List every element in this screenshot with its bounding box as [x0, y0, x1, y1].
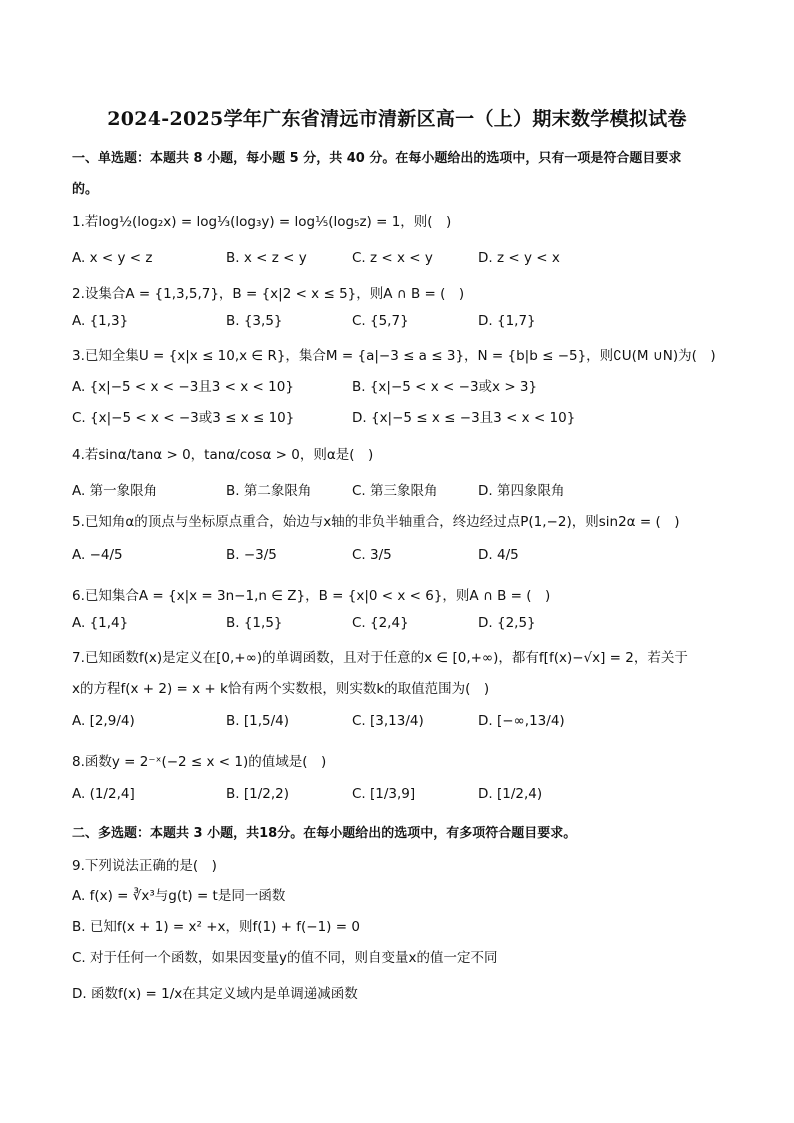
question-6-stem: 6.已知集合A = {x|x = 3n−1,n ∈ Z}，B = {x|0 < x < 6}，则A ∩ B = ( ) — [72, 588, 551, 604]
question-4-option-b: B. 第二象限角 — [226, 483, 312, 499]
question-7-option-c: C. [3,13/4) — [352, 713, 424, 729]
question-2-stem: 2.设集合A = {1,3,5,7}，B = {x|2 < x ≤ 5}，则A ∩ B = ( ) — [72, 286, 465, 302]
question-8-option-d: D. [1/2,4) — [478, 786, 543, 802]
question-1-option-b: B. x < z < y — [226, 250, 307, 266]
section-1-heading: 一、单选题：本题共 8 小题，每小题 5 分，共 40 分。在每小题给出的选项中，只有一项是符合题目要求 — [72, 151, 682, 166]
question-7-option-d: D. [−∞,13/4) — [478, 713, 565, 729]
question-3-option-c: C. {x|−5 < x < −3或3 ≤ x ≤ 10} — [72, 410, 295, 426]
question-9-option-b: B. 已知f(x + 1) = x² +x，则f(1) + f(−1) = 0 — [72, 919, 360, 935]
question-1-option-a: A. x < y < z — [72, 250, 153, 266]
question-4-stem: 4.若sinα/tanα > 0，tanα/cosα > 0，则α是( ) — [72, 447, 374, 463]
question-7-option-b: B. [1,5/4) — [226, 713, 289, 729]
question-5-option-a: A. −4/5 — [72, 547, 123, 563]
question-9-option-c: C. 对于任何一个函数，如果因变量y的值不同，则自变量x的值一定不同 — [72, 950, 498, 966]
question-2-option-d: D. {1,7} — [478, 313, 536, 329]
question-2-option-c: C. {5,7} — [352, 313, 409, 329]
question-3-option-d: D. {x|−5 ≤ x ≤ −3且3 < x < 10} — [352, 410, 576, 426]
question-7-stem-cont: x的方程f(x + 2) = x + k恰有两个实数根，则实数k的取值范围为( ) — [72, 681, 490, 697]
question-8-option-c: C. [1/3,9] — [352, 786, 416, 802]
question-9-option-a: A. f(x) = ∛x³与g(t) = t是同一函数 — [72, 888, 286, 904]
page-title: 2024-2025学年广东省清远市清新区高一（上）期末数学模拟试卷 — [107, 108, 687, 130]
question-3-stem: 3.已知全集U = {x|x ≤ 10,x ∈ R}，集合M = {a|−3 ≤ a ≤ 3}，N = {b|b ≤ −5}，则∁U(M ∪N)为( ) — [72, 348, 716, 364]
question-6-option-c: C. {2,4} — [352, 615, 409, 631]
question-2-option-a: A. {1,3} — [72, 313, 129, 329]
question-9-stem: 9.下列说法正确的是( ) — [72, 858, 217, 874]
question-5-option-b: B. −3/5 — [226, 547, 277, 563]
question-5-option-c: C. 3/5 — [352, 547, 392, 563]
question-6-option-a: A. {1,4} — [72, 615, 129, 631]
question-3-option-a: A. {x|−5 < x < −3且3 < x < 10} — [72, 379, 294, 395]
question-1-stem: 1.若log½(log₂x) = log⅓(log₃y) = log⅕(log₅z) = 1，则( ) — [72, 214, 452, 230]
question-3-option-b: B. {x|−5 < x < −3或x > 3} — [352, 379, 538, 395]
question-8-stem: 8.函数y = 2⁻ˣ(−2 ≤ x < 1)的值域是( ) — [72, 754, 327, 770]
question-8-option-b: B. [1/2,2) — [226, 786, 289, 802]
question-6-option-b: B. {1,5} — [226, 615, 283, 631]
question-1-option-c: C. z < x < y — [352, 250, 433, 266]
question-4-option-d: D. 第四象限角 — [478, 483, 565, 499]
question-6-option-d: D. {2,5} — [478, 615, 536, 631]
question-5-stem: 5.已知角α的顶点与坐标原点重合，始边与x轴的非负半轴重合，终边经过点P(1,−2)，则sin2α = ( ) — [72, 514, 680, 530]
section-2-heading: 二、多选题：本题共 3 小题，共18分。在每小题给出的选项中，有多项符合题目要求。 — [72, 826, 577, 841]
question-7-stem: 7.已知函数f(x)是定义在[0,+∞)的单调函数，且对于任意的x ∈ [0,+∞)，都有f[f(x)−√x] = 2，若关于 — [72, 650, 688, 666]
question-4-option-a: A. 第一象限角 — [72, 483, 158, 499]
question-2-option-b: B. {3,5} — [226, 313, 283, 329]
question-1-option-d: D. z < y < x — [478, 250, 560, 266]
question-8-option-a: A. (1/2,4] — [72, 786, 135, 802]
question-7-option-a: A. [2,9/4) — [72, 713, 135, 729]
question-4-option-c: C. 第三象限角 — [352, 483, 438, 499]
question-5-option-d: D. 4/5 — [478, 547, 519, 563]
section-1-heading-cont: 的。 — [72, 182, 99, 197]
question-9-option-d: D. 函数f(x) = 1/x在其定义域内是单调递减函数 — [72, 986, 358, 1002]
